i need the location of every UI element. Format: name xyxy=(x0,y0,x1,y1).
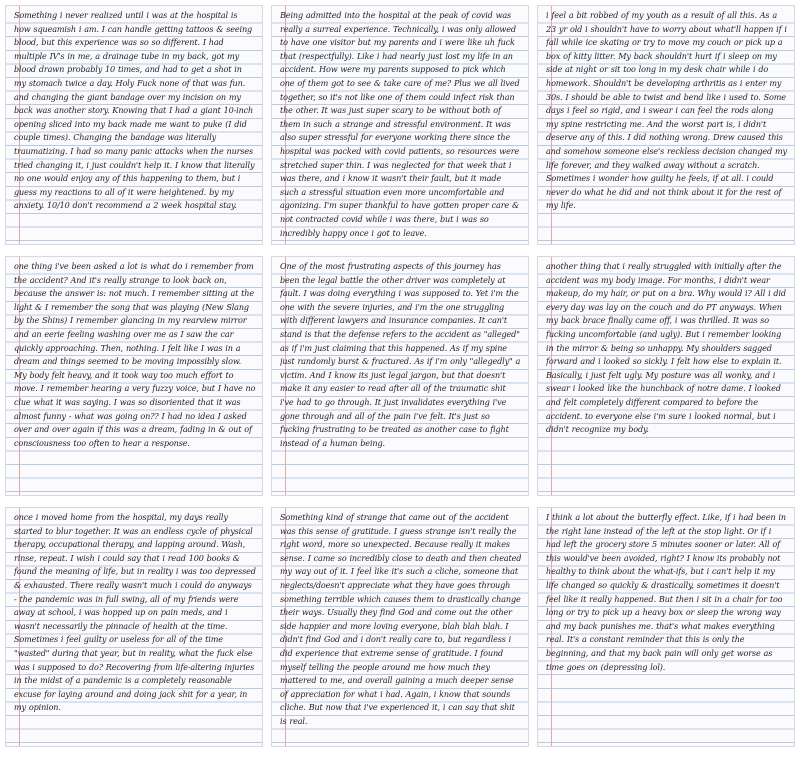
journal-page-hospital-squeamish xyxy=(6,6,262,244)
handwritten-entry: Something kind of strange that came out of the accident was this sense of gratitude. I guess strange isn't really the right word, more so unexpected. Because really it makes sense. I came so incredibly close to death and then cheated my way out of it. I feel like it's such a cliche, someone that neglects/doesn't appreciate what they have goes through something terrible which causes them to drastically change their ways. Usually they find God and come out the other side happier and more loving everyone, blah blah blah. I didn't find God and i don't really care to, but regardless i did experience that extreme sense of gratitude. I found myself telling the people around me how much they mattered to me, and overall gaining a much deeper sense of appreciation for what i had. Again, i know that sounds cliche. But now that i've experienced it, i can say that shit is real. xyxy=(280,512,522,726)
handwritten-entry: once i moved home from the hospital, my days really started to blur together. It was an endless cycle of physical therapy, occupational therapy, and lapping around. Wash, rinse, repeat. I wish i could say that i read 100 books & found the meaning of life, but in reality i was too depressed & exhausted. There really wasn't much i could do anyways - the pandemic was in full swing, all of my friends were away at school, i was hopped up on pain meds, and i wasn't necessarily the pinnacle of health at the time. Sometimes i feel guilty or useless for all of the time "wasted" during that year, but in reality, what the fuck else was i supposed to do? Recovering from life-altering injuries in the midst of a pandemic is a completely reasonable excuse for laying around and doing jack shit for a year, in my opinion. xyxy=(14,512,256,713)
handwritten-entry: another thing that i really struggled with initially after the accident was my body image. For months, i didn't wear makeup, do my hair, or put on a bra. Why would i? All i did every day was lay on the couch and do PT anyways. When my back brace finally came off, i was thrilled. It was so fucking uncomfortable (and ugly). But i remember looking in the mirror & being so unhappy. My shoulders sagged forward and i looked so sickly. I felt how else to explain it. Basically, i just felt ugly. My posture was all wonky, and i swear i looked like the hunchback of notre dame. I looked and felt completely different compared to before the accident. to everyone else i'm sure i looked normal, but i didn't recognize my body. xyxy=(546,261,786,435)
journal-page-days-blur xyxy=(6,508,262,746)
journal-page-robbed-youth xyxy=(538,6,794,244)
handwritten-entry: Being admitted into the hospital at the peak of covid was really a surreal experience. Technically, i was only allowed to have one visitor but my parents and i were like uh fuck that (respectfully). Like i had nearly just lost my life in an accident. How were my parents supposed to pick which one of them got to see & take care of me? Plus we all lived together, so it's not like one of them could infect risk than the other. It was just super scary to be without both of them in such a strange and stressful environment. It was also super stressful for everyone working there since the hospital was packed with covid patients, so resources were stretched super thin. I was neglected for that week that i was there, and i know it wasn't their fault, but it made such a stressful situation even more uncomfortable and agonizing. I'm super thankful to have gotten proper care & not contracted covid while i was there, but i was so incredibly happy once i got to leave. xyxy=(280,10,520,238)
journal-page-covid-hospital xyxy=(272,6,528,244)
journal-page-butterfly-effect xyxy=(538,508,794,746)
journal-page-legal-battle xyxy=(272,257,528,495)
handwritten-entry: one thing i've been asked a lot is what do i remember from the accident? And it's really strange to look back on, because the answer is: not much. I remember sitting at the light & I remember the song that was playing (New Slang by the Shins) I remember glancing in my rearview mirror and an eerie feeling washing over me as I saw the car quickly approaching. Then, nothing. I felt like I was in a dream and things seemed to be moving impossibly slow. My body felt heavy, and it took way too much effort to move. I remember hearing a very fuzzy voice, but I have no clue what it was saying. I was so disoriented that it was almost funny - what was going on?? I had no idea I asked over and over again if this was a dream, fading in & out of consciousness too often to hear a response. xyxy=(14,261,256,448)
journal-page-body-image xyxy=(538,257,794,495)
journal-page-gratitude xyxy=(272,508,528,746)
handwritten-entry: Something i never realized until i was at the hospital is how squeamish i am. I can handle getting tattoos & seeing blood, but this experience was so so different. I had multiple IV's in me, a drainage tube in my back, got my blood drawn probably 10 times, and had to get a shot in my stomach twice a day. Holy Fuck none of that was fun. and changing the giant bandage over my incision on my back was another story. Knowing that I had a giant 10-inch opening sliced into my back made me want to puke (I did couple times). Changing the bandage was literally traumatizing. I had so many panic attacks when the nurses tried changing it, i just couldn't help it. I know that literally no one would enjoy any of this happening to them, but i guess my reactions to all of it were heightened. by my anxiety. 10/10 don't recommend a 2 week hospital stay. xyxy=(14,10,255,211)
handwritten-entry: i feel a bit robbed of my youth as a result of all this. As a 23 yr old i shouldn't have to worry about what'll happen if i fall while ice skating or try to move my couch or pick up a box of kitty litter. My back shouldn't hurt if i sleep on my side at night or sit too long in my desk chair while i do homework. Shouldn't be developing arthritis as i enter my 30s. I should be able to twist and bend like i used to. Some days i feel so rigid, and i swear i can feel the rods along my spine restricting me. And the worst part is, i didn't deserve any of this. I did nothing wrong. Drew caused this and somehow someone else's reckless decision changed my life forever, and they walked away without a scratch. Sometimes i wonder how guilty he feels, if at all. i could never do what he did and not think about it for the rest of my life. xyxy=(546,10,787,211)
journal-page-remember-accident xyxy=(6,257,262,495)
handwritten-entry: One of the most frustrating aspects of this journey has been the legal battle the other driver was completely at fault. I was doing everything i was supposed to. Yet i'm the one with the severe injuries, and i'm the one struggling with different lawyers and insurance companies. It can't stand is that the defense refers to the accident as "alleged" as if i'm just claiming that this happened. As if my spine just randomly burst & fractured. As if i'm only "allegedly" a victim. And I know its just legal jargon, but that doesn't make it any easier to read after all of the traumatic shit i've had to go through. It just invalidates everything i've gone through and all of the pain i've felt. It's just so fucking frustrating to be treated as another case to fight instead of a human being. xyxy=(280,261,521,448)
handwritten-entry: I think a lot about the butterfly effect. Like, if i had been in the right lane instead of the left at the stop light. Or if i had left the grocery store 5 minutes sooner or later. All of this would've been avoided, right? I know its probably not healthy to think about the what-ifs, but i can't help it my life changed so quickly & drastically, sometimes it doesn't feel like it really happened. But then i sit in a chair for too long or try to pick up a heavy box or sleep the wrong way and my back punishes me. that's what makes everything real. It's a constant reminder that this is only the beginning, and that my back pain will only get worse as time goes on (depressing lol). xyxy=(546,512,786,672)
